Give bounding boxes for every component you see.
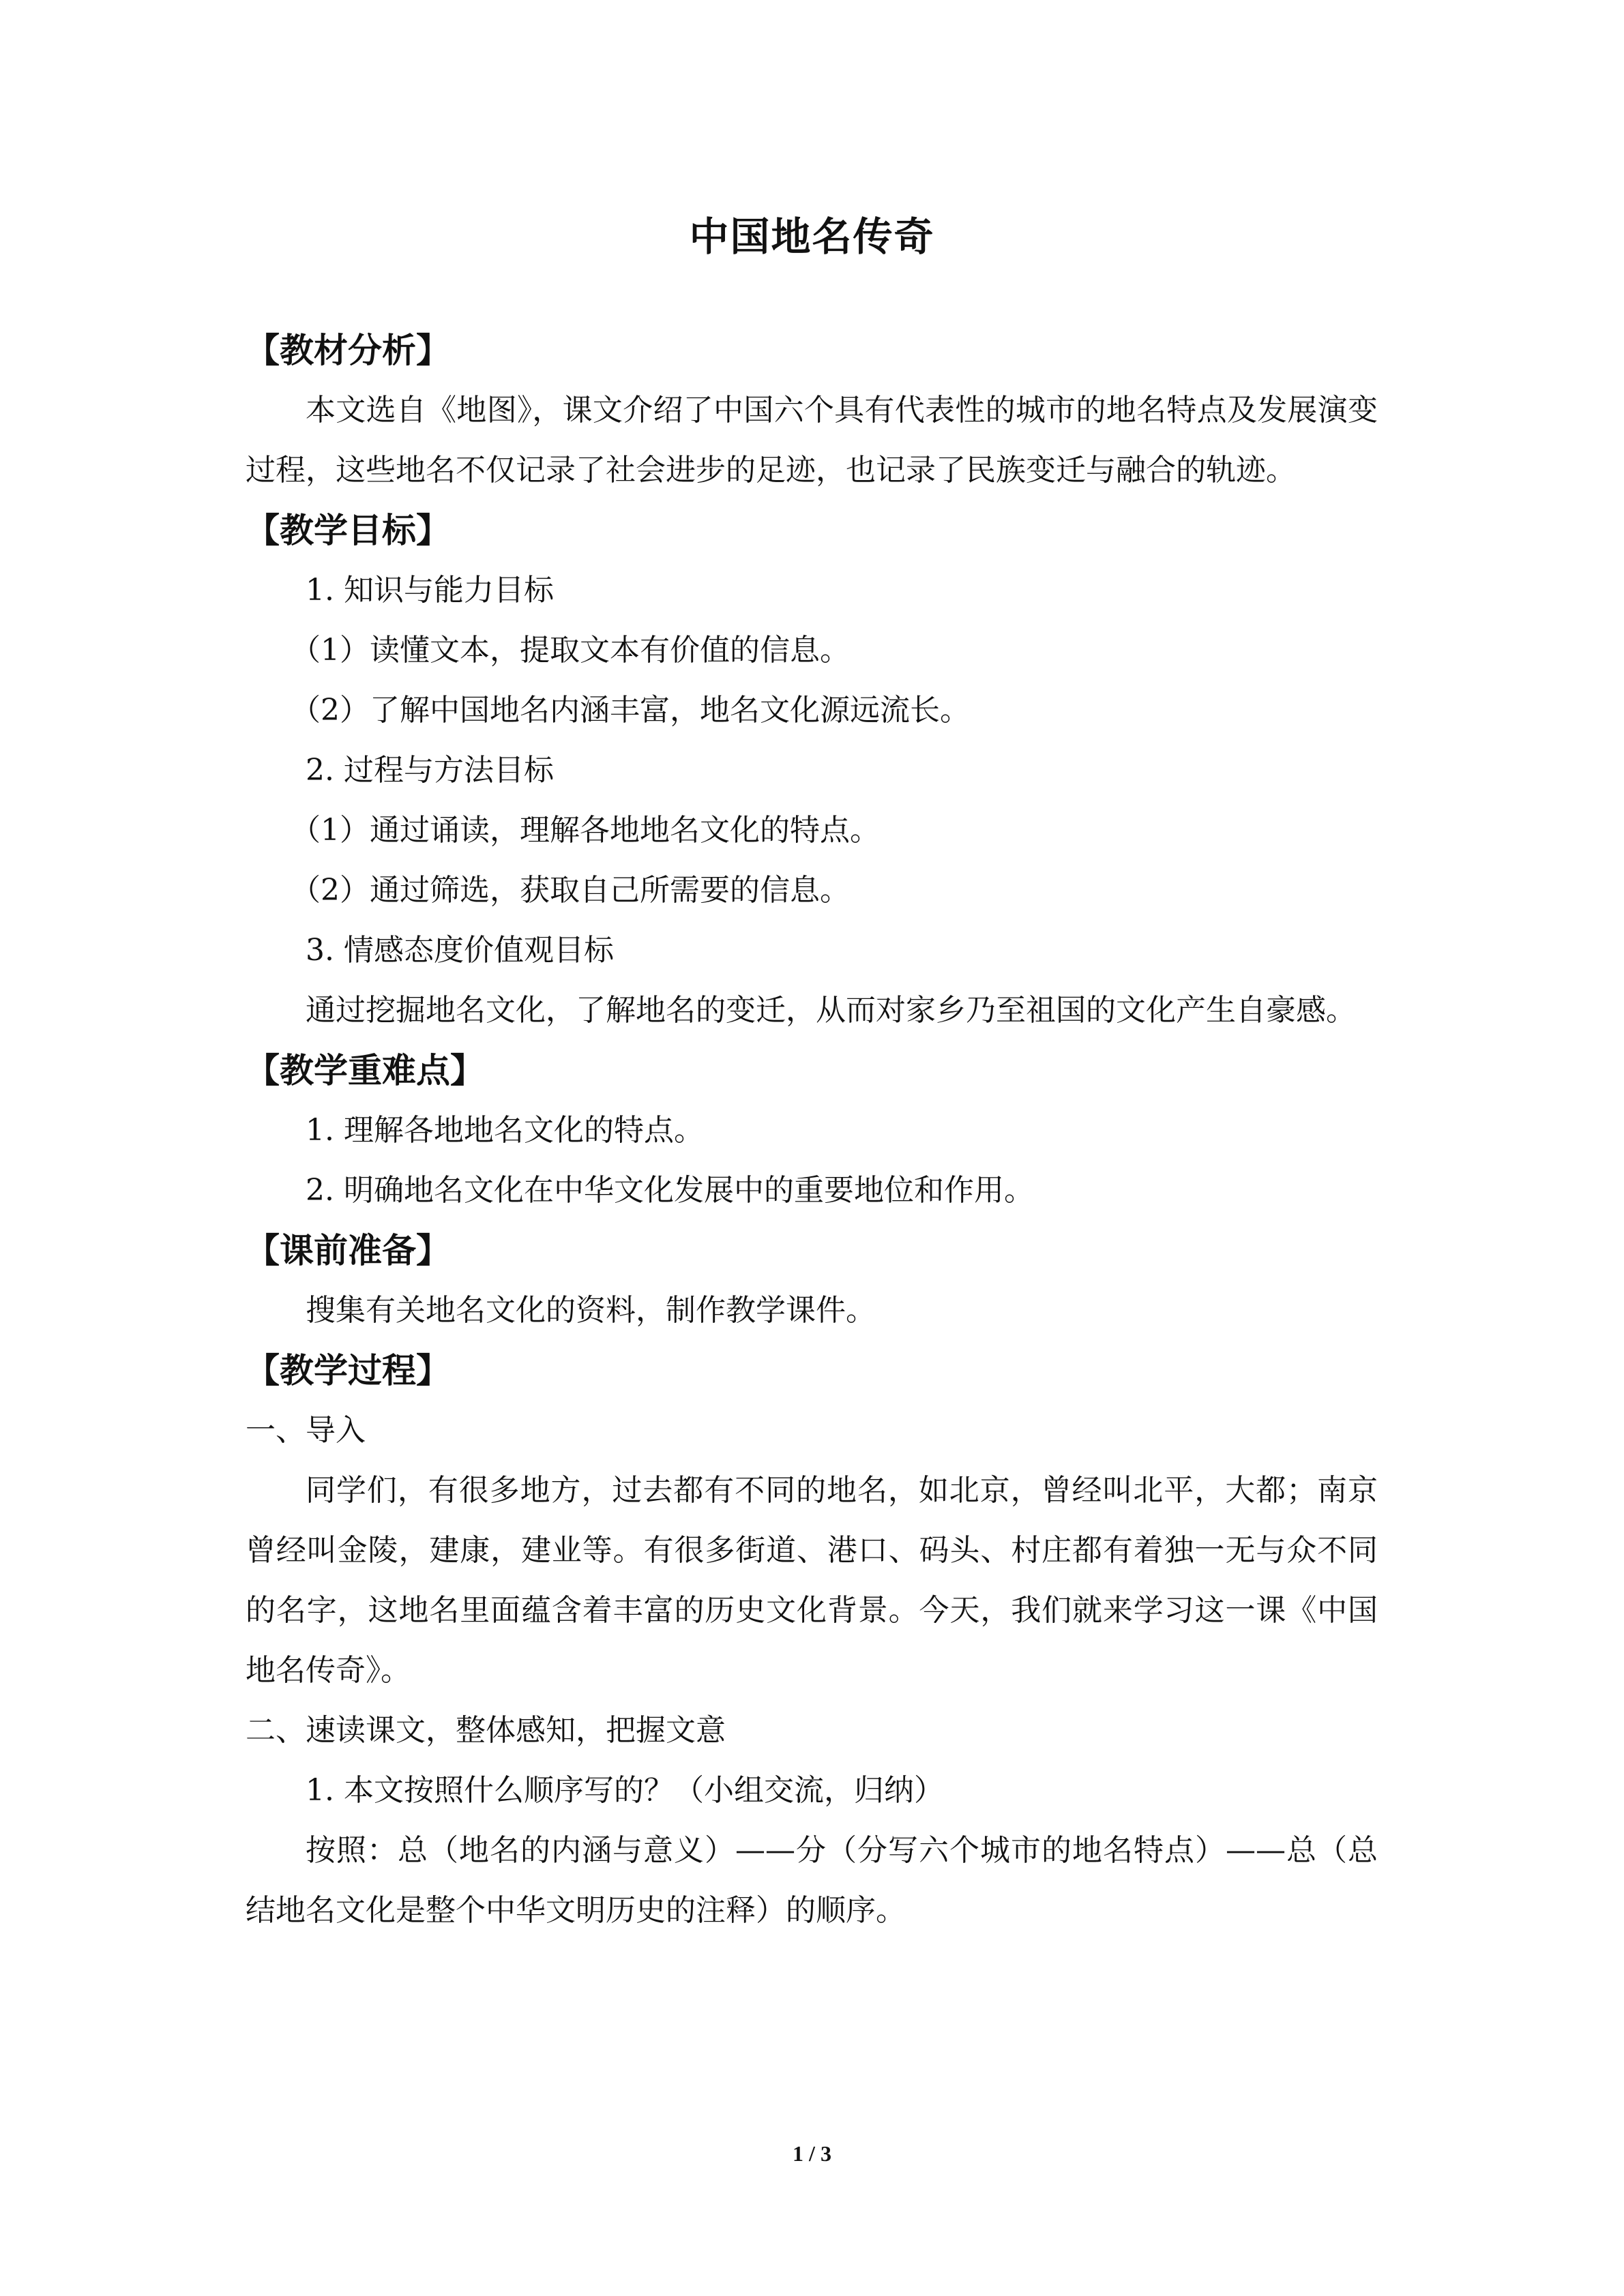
goal-item-knowledge: 1. 知识与能力目标 <box>306 573 554 608</box>
process-part1-title: 一、导入 <box>246 1413 366 1448</box>
process-part2-answer-1: 按照：总（地名的内涵与意义）——分（分写六个城市的地名特点）——总（总结地名文化是整个中华文明历史的注释）的顺序。 <box>246 1833 1378 1928</box>
keypoint-item-1: 1. 理解各地地名文化的特点。 <box>306 1113 704 1148</box>
goal-subitem-1-2: （2）了解中国地名内涵丰富，地名文化源远流长。 <box>291 693 970 728</box>
preparation-paragraph: 搜集有关地名文化的资料，制作教学课件。 <box>306 1293 876 1328</box>
section-heading-goals: 【教学目标】 <box>246 511 450 550</box>
page-number: 1 / 3 <box>793 2141 831 2166</box>
section-heading-analysis: 【教材分析】 <box>246 331 450 370</box>
goal-emotion-paragraph: 通过挖掘地名文化，了解地名的变迁，从而对家乡乃至祖国的文化产生自豪感。 <box>306 993 1356 1028</box>
process-part2-title: 二、速读课文，整体感知，把握文意 <box>246 1713 726 1748</box>
section-heading-keypoints: 【教学重难点】 <box>246 1051 484 1090</box>
goal-subitem-2-1: （1）通过诵读，理解各地地名文化的特点。 <box>291 813 880 848</box>
document-body <box>246 320 1378 1941</box>
goal-subitem-1-1: （1）读懂文本，提取文本有价值的信息。 <box>291 633 850 668</box>
section-heading-preparation: 【课前准备】 <box>246 1231 450 1270</box>
process-part2-question-1: 1. 本文按照什么顺序写的？（小组交流，归纳） <box>306 1773 944 1808</box>
process-part1-paragraph: 同学们，有很多地方，过去都有不同的地名，如北京，曾经叫北平，大都；南京曾经叫金陵，建康，建业等。有很多街道、港口、码头、村庄都有着独一无与众不同的名字，这地名里面蕴含着丰富的历史文化背景。今天，我们就来学习这一课《中国地名传奇》。 <box>246 1473 1378 1688</box>
document-title: 中国地名传奇 <box>689 213 935 260</box>
keypoint-item-2: 2. 明确地名文化在中华文化发展中的重要地位和作用。 <box>306 1173 1034 1208</box>
goal-subitem-2-2: （2）通过筛选，获取自己所需要的信息。 <box>291 873 850 908</box>
section-heading-process: 【教学过程】 <box>246 1351 450 1390</box>
analysis-paragraph: 本文选自《地图》，课文介绍了中国六个具有代表性的城市的地名特点及发展演变过程，这些地名不仅记录了社会进步的足迹，也记录了民族变迁与融合的轨迹。 <box>246 393 1378 488</box>
goal-item-process: 2. 过程与方法目标 <box>306 753 554 788</box>
goal-item-emotion: 3. 情感态度价值观目标 <box>306 933 614 968</box>
